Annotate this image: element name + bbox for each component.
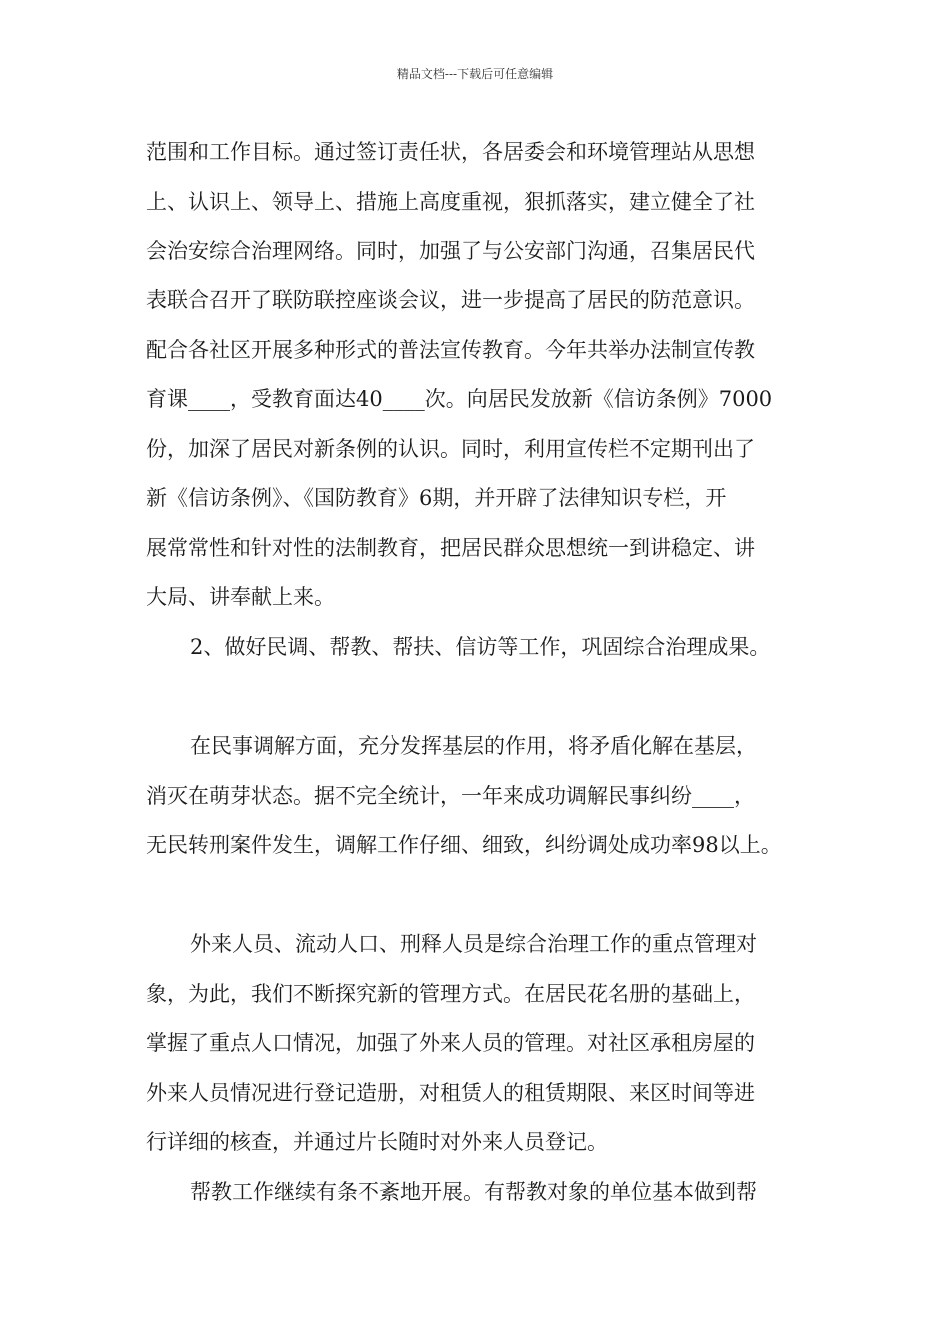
paragraph-4-line-4: 外来人员情况进行登记造册，对租赁人的租赁期限、来区时间等进 bbox=[146, 1081, 755, 1105]
paragraph-1-line-3: 会治安综合治理网络。同时，加强了与公安部门沟通，召集居民代 bbox=[146, 239, 755, 263]
paragraph-1-line-2: 上、认识上、领导上、措施上高度重视，狠抓落实，建立健全了社 bbox=[146, 190, 755, 214]
paragraph-4-line-1: 外来人员、流动人口、刑释人员是综合治理工作的重点管理对 bbox=[190, 932, 757, 956]
paragraph-4-line-2: 象，为此，我们不断探究新的管理方式。在居民花名册的基础上， bbox=[146, 982, 755, 1006]
paragraph-1-line-6: 育课____，受教育面达40____次。向居民发放新《信访条例》7000 bbox=[146, 387, 773, 411]
paragraph-5-line-1: 帮教工作继续有条不紊地开展。有帮教对象的单位基本做到帮 bbox=[190, 1180, 757, 1204]
page-header: 精品文档---下载后可任意编辑 bbox=[396, 67, 554, 81]
paragraph-2-line-1: 2、做好民调、帮教、帮扶、信访等工作，巩固综合治理成果。 bbox=[190, 635, 771, 659]
paragraph-1-line-7: 份，加深了居民对新条例的认识。同时，利用宣传栏不定期刊出了 bbox=[146, 437, 755, 461]
paragraph-1-line-8: 新《信访条例》、《国防教育》6期，并开辟了法律知识专栏，开 bbox=[146, 486, 727, 510]
paragraph-1-line-5: 配合各社区开展多种形式的普法宣传教育。今年共举办法制宣传教 bbox=[146, 338, 755, 362]
paragraph-3-line-1: 在民事调解方面，充分发挥基层的作用，将矛盾化解在基层， bbox=[190, 734, 757, 758]
paragraph-1-line-9: 展常常性和针对性的法制教育，把居民群众思想统一到讲稳定、讲 bbox=[146, 536, 755, 560]
paragraph-4-line-3: 掌握了重点人口情况，加强了外来人员的管理。对社区承租房屋的 bbox=[146, 1031, 755, 1055]
paragraph-1-line-1: 范围和工作目标。通过签订责任状，各居委会和环境管理站从思想 bbox=[146, 140, 755, 164]
paragraph-1-line-10: 大局、讲奉献上来。 bbox=[146, 585, 335, 609]
paragraph-3-line-3: 无民转刑案件发生，调解工作仔细、细致，纠纷调处成功率98以上。 bbox=[146, 833, 782, 857]
paragraph-1-line-4: 表联合召开了联防联控座谈会议，进一步提高了居民的防范意识。 bbox=[146, 288, 755, 312]
paragraph-4-line-5: 行详细的核查，并通过片长随时对外来人员登记。 bbox=[146, 1130, 608, 1154]
paragraph-3-line-2: 消灭在萌芽状态。据不完全统计，一年来成功调解民事纠纷____， bbox=[146, 784, 755, 808]
